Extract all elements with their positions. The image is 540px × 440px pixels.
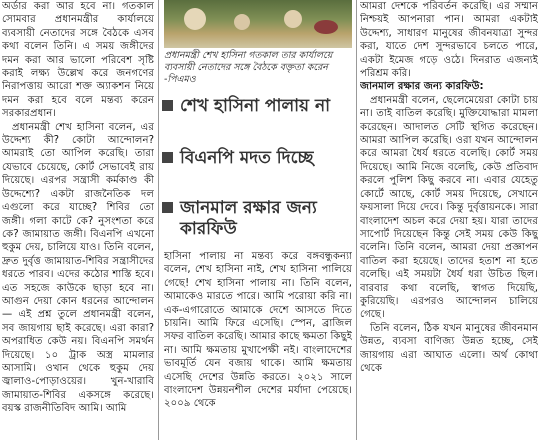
photo-caption: প্রধানমন্ত্রী শেখ হাসিনা গতকাল তার কার্যালয়ে ব্যবসায়ী নেতাদের সঙ্গে বৈঠকে বক্তৃতা করেন -পিএমও <box>164 50 333 85</box>
square-bullet-icon <box>162 202 173 213</box>
square-bullet-icon <box>162 100 173 111</box>
paragraph: অর্ডার করা আর হবে না। গতকাল সোমবার প্রধানমন্ত্রীর কার্যালয়ে ব্যবসায়ী নেতাদের সঙ্গে বৈঠকে এসব কথা বলেন তিনি। এ সময় জঙ্গীদের দমন করা আর ভালো পরিবেশ সৃষ্টি করাই লক্ষ্য উল্লেখ করে জনগণের নিরাপত্তায় আরো শক্ত অ্যাকশন নিয়ে দমন করা হবে বলে মন্তব্য করেন সরকারপ্রধান। <box>2 1 154 120</box>
pull-quote: বিএনপি মদত দিচ্ছে <box>180 148 350 169</box>
square-bullet-icon <box>162 152 173 163</box>
section-subheading: জানমাল রক্ষার জন্য কারফিউ: <box>360 81 484 93</box>
paragraph: প্রধানমন্ত্রী শেখ হাসিনা বলেন, এর উদ্দেশ্য কী? কোটা আন্দোলন? আমরাই তো আপিল করেছি। তারা যেভাবে চেয়েছে, কোর্ট সেভাবেই রায় দিয়েছে। এরপর সন্ত্রাসী কর্মকাণ্ড কী উদ্দেশ্যে? একটা রাজনৈতিক দল এগুলো করে যাচ্ছে? শিবির তো জঙ্গী। গলা কাটে কে? নুসংশতা করে কে? জামায়াত জঙ্গী। বিএনপি এখনো হুকুম দেয়, চালিয়ে যাও। তিনি বলেন, দ্রুত দুর্বৃত্ত জামায়াত-শিবির সন্ত্রাসীদের ধরতে পারব। এদের কঠোর শাস্তি হবে। এত সহজে কাউকে ছাড়া হবে না। আগুন দেয়া কোন ধরনের আন্দোলন— এই প্রশ্ন তুলে প্রধানমন্ত্রী বলেন, সব জায়গায় ছাই করেছে। এরা কারা? অপরাধিত কেউ নয়। বিএনপি সমর্থন দিয়েছে। ১০ ট্রাক অস্ত্র মামলার আসামি। ওখান থেকে হুকুম দেয় জ্বালাও-পোড়াওয়ের। খুন-খারাবি জামায়াত-শিবির একসঙ্গে করেছে। বয়স্ক রাজনীতিবিদ আমি। আমি <box>2 121 154 415</box>
paragraph: হাসিনা পালায় না মন্তব্য করে বঙ্গবন্ধুকন্যা বলেন, শেখ হাসিনা নাই, শেখ হাসিনা পালিয়ে গেছে! শেখ হাসিনা পালায় না। তিনি বলেন, আমাকেও মারতে পারে। আমি পরোয়া করি না। এক-এগারোতে আমাকে দেশে আসতে দিতে চায়নি। আমি ফিরে এসেছি। স্পেন, ব্রাজিল সফর বাতিল করেছি। আমার কাছে ক্ষমতা কিছুই না। আমি ক্ষমতায় মুখাপেক্ষী নই। বাংলাদেশের ভাবমূর্তি যেন বজায় থাকে। আমি ক্ষমতায় এসেছি দেশের উন্নতি করতে। ২০২১ সালে বাংলাদেশ উন্নয়নশীল দেশের মর্যাদা পেয়েছে। ২০০৯ থেকে <box>164 251 352 410</box>
pull-quote: শেখ হাসিনা পালায় না <box>180 96 350 117</box>
paragraph: তিনি বলেন, ঠিক যখন মানুষের জীবনমান উন্নত, ব্যবসা বাণিজ্য উন্নত হচ্ছে, সেই জায়গায় এরা আঘাত এলো। অর্থ কোথা থেকে <box>360 322 538 374</box>
paragraph: প্রধানমন্ত্রী বলেন, ছেলেমেয়েরা কোটা চায় না। তাই বাতিল করেছি। মুক্তিযোদ্ধারা মামলা করেছেন। আদালত সেটি স্থগিত করেছেন। আমরা আপিল করেছি। ওরা যখন আন্দোলন করে আমরা ধৈর্য ধরতে বলেছি। কোর্ট সময় দিয়েছে। আমি নিজে বলেছি, কেউ প্রতিবাদ করলে পুলিশ কিছু করবে না। এবার যেহেতু কোর্টে আছে, কোর্ট সময় দিয়েছে, সেখানে ফয়সালা দিয়ে দেবে। কিন্তু দুর্বৃত্তায়নকে। সারা বাংলাদেশ অচল করে দেয়া হয়। যারা তাদের সাপোর্ট দিয়েছেন কিন্তু সেই সময় কেউ কিছু বলেনি। তিনি বলেন, আমরা দেয়া প্রজ্ঞাপন বাতিল করা হয়েছে। তাদের হতাশ না হতে বলেছি। এই সময়টা ধৈর্য ধরা উচিত ছিল। বারবার কথা বলেছি, স্বাগত দিয়েছি, কুরিয়েছি। এরপরও আন্দোলন চালিয়ে গেছে। <box>360 94 538 321</box>
column-divider <box>356 0 357 440</box>
article-middle-column <box>164 250 352 440</box>
pull-quote: জানমাল রক্ষার জন্য কারফিউ <box>180 198 350 240</box>
paragraph: আমরা দেশকে পরিবর্তন করেছি। এর সম্মান নিশ্চয়ই আপনারা পান। আমরা একটাই উদ্দেশ্য, সাধারণ মানুষের জীবনযাত্রা সুন্দর করা, যাতে দেশ সুন্দরভাবে চলতে পারে, একটা ইমেজ গড়ে ওঠে। দিনরাত এজন্যই পরিশ্রম করি। <box>360 1 538 80</box>
article-left-column <box>2 0 154 440</box>
column-divider <box>158 0 159 440</box>
article-right-column <box>360 0 538 440</box>
news-photo <box>164 0 352 48</box>
